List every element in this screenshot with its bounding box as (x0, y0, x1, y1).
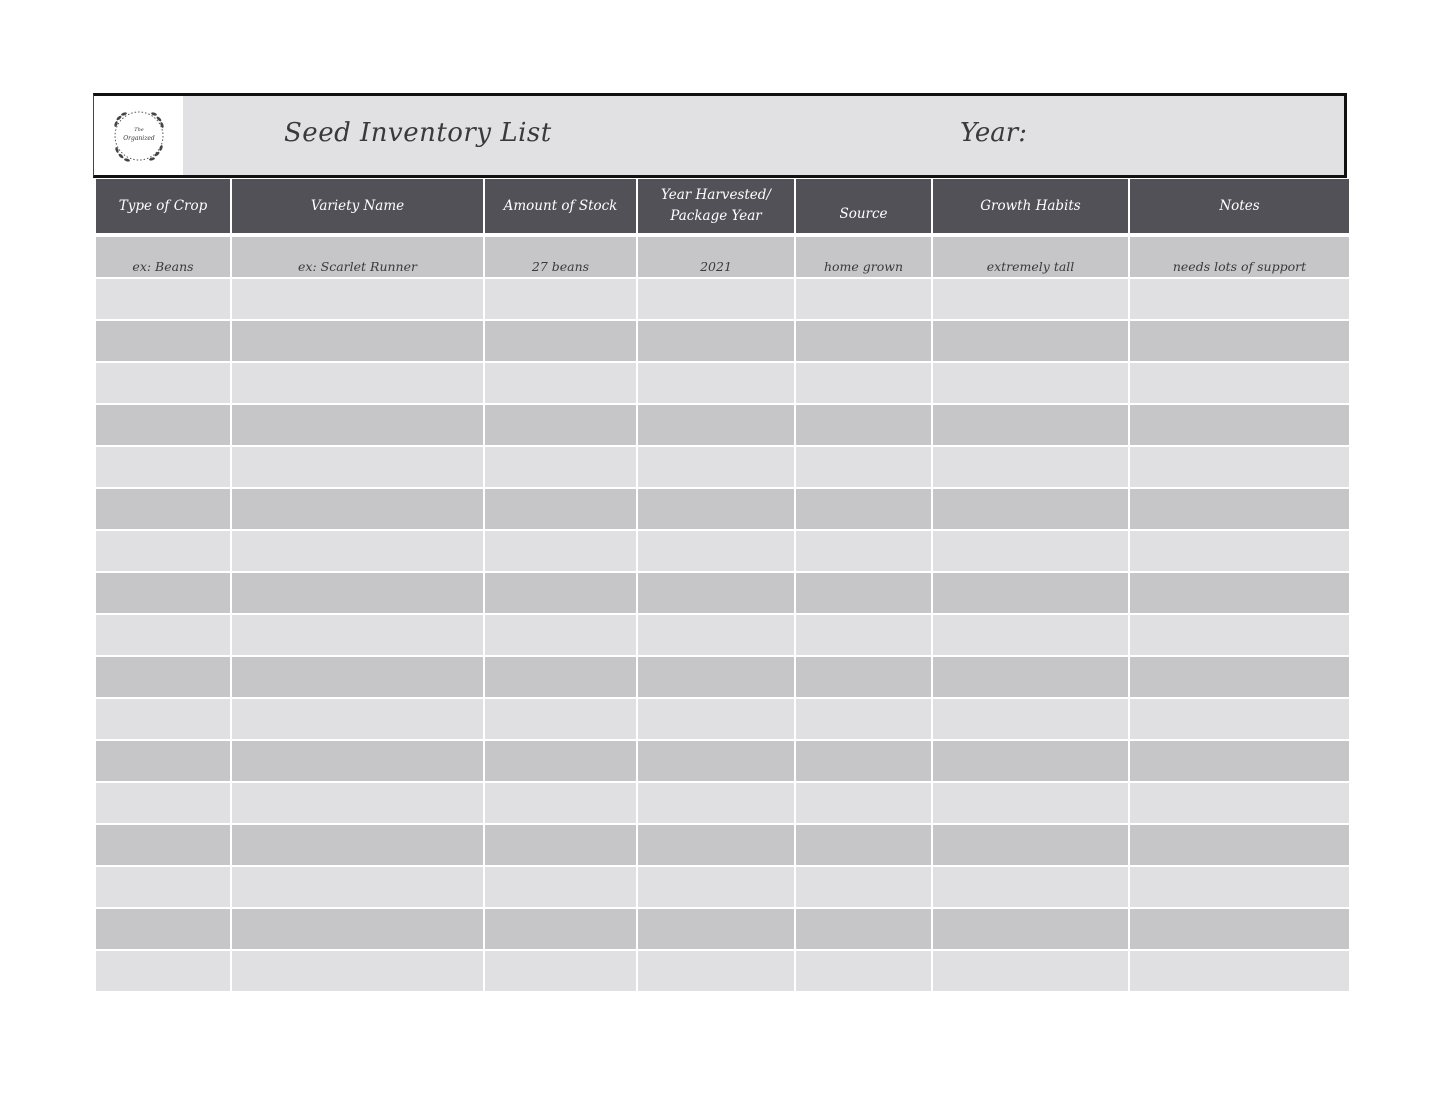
table-cell[interactable] (933, 909, 1128, 949)
table-cell[interactable] (796, 825, 931, 865)
table-cell[interactable] (638, 531, 794, 571)
table-cell[interactable] (1130, 321, 1349, 361)
table-row (96, 573, 1349, 613)
table-cell[interactable] (96, 657, 230, 697)
table-cell[interactable] (232, 279, 483, 319)
table-row (96, 783, 1349, 823)
example-row (96, 237, 1349, 277)
page-title: Seed Inventory List (284, 118, 552, 148)
table-cell[interactable] (933, 867, 1128, 907)
table-cell[interactable] (1130, 699, 1349, 739)
table-cell[interactable] (1130, 951, 1349, 991)
table-cell[interactable] (232, 363, 483, 403)
svg-text:Organized: Organized (122, 134, 155, 142)
table-cell[interactable] (796, 909, 931, 949)
table-header-row (96, 179, 1349, 233)
example-cell-variety-name[interactable]: ex: Scarlet Runner (232, 237, 483, 277)
table-cell[interactable] (1130, 657, 1349, 697)
table-cell[interactable] (1130, 531, 1349, 571)
logo (94, 96, 183, 175)
table-cell[interactable] (485, 741, 636, 781)
table-cell[interactable] (638, 279, 794, 319)
title-bar (93, 93, 1347, 178)
table-cell[interactable] (933, 951, 1128, 991)
table-cell[interactable] (1130, 909, 1349, 949)
table-cell[interactable] (796, 363, 931, 403)
table-cell[interactable] (485, 783, 636, 823)
table-cell[interactable] (933, 489, 1128, 529)
table-cell[interactable] (933, 321, 1128, 361)
table-row (96, 699, 1349, 739)
table-row (96, 321, 1349, 361)
table-cell[interactable] (232, 699, 483, 739)
table-cell[interactable] (485, 699, 636, 739)
table-cell[interactable] (1130, 363, 1349, 403)
table-cell[interactable] (933, 447, 1128, 487)
table-row (96, 279, 1349, 319)
table-cell[interactable] (485, 657, 636, 697)
table-cell[interactable] (96, 825, 230, 865)
table-cell[interactable] (933, 531, 1128, 571)
table-cell[interactable] (485, 447, 636, 487)
table-row (96, 447, 1349, 487)
table-cell[interactable] (1130, 447, 1349, 487)
seed-inventory-table (96, 179, 1349, 993)
table-cell[interactable] (96, 321, 230, 361)
table-cell[interactable] (933, 825, 1128, 865)
table-cell[interactable] (232, 405, 483, 445)
table-row (96, 531, 1349, 571)
table-cell[interactable] (796, 615, 931, 655)
table-cell[interactable] (638, 447, 794, 487)
table-cell[interactable] (933, 405, 1128, 445)
table-cell[interactable] (96, 951, 230, 991)
table-cell[interactable] (638, 909, 794, 949)
table-cell[interactable] (96, 489, 230, 529)
table-cell[interactable] (485, 573, 636, 613)
table-cell[interactable] (96, 867, 230, 907)
table-cell[interactable] (638, 489, 794, 529)
table-cell[interactable] (485, 825, 636, 865)
svg-text:The: The (133, 126, 144, 133)
table-row (96, 657, 1349, 697)
table-cell[interactable] (796, 321, 931, 361)
table-cell[interactable] (485, 279, 636, 319)
table-cell[interactable] (796, 657, 931, 697)
table-cell[interactable] (96, 909, 230, 949)
table-cell[interactable] (796, 447, 931, 487)
table-cell[interactable] (232, 867, 483, 907)
table-cell[interactable] (232, 951, 483, 991)
column-header-year-harvested: Year Harvested/ Package Year (638, 179, 794, 233)
column-header-type-of-crop: Type of Crop (96, 179, 230, 233)
table-cell[interactable] (485, 531, 636, 571)
example-cell-amount-of-stock[interactable]: 27 beans (485, 237, 636, 277)
table-cell[interactable] (638, 699, 794, 739)
table-cell[interactable] (933, 741, 1128, 781)
column-header-growth-habits: Growth Habits (933, 179, 1128, 233)
table-cell[interactable] (933, 699, 1128, 739)
table-row (96, 909, 1349, 949)
leaf-wreath-logo-icon (107, 104, 171, 168)
table-cell[interactable] (796, 951, 931, 991)
column-header-notes: Notes (1130, 179, 1349, 233)
table-cell[interactable] (638, 867, 794, 907)
table-cell[interactable] (796, 573, 931, 613)
table-cell[interactable] (96, 531, 230, 571)
table-cell[interactable] (485, 951, 636, 991)
table-cell[interactable] (232, 825, 483, 865)
table-cell[interactable] (485, 489, 636, 529)
table-row (96, 741, 1349, 781)
table-cell[interactable] (485, 909, 636, 949)
table-cell[interactable] (96, 699, 230, 739)
table-cell[interactable] (232, 321, 483, 361)
table-row (96, 615, 1349, 655)
table-cell[interactable] (232, 447, 483, 487)
table-cell[interactable] (638, 405, 794, 445)
table-cell[interactable] (232, 783, 483, 823)
table-cell[interactable] (638, 363, 794, 403)
table-cell[interactable] (1130, 867, 1349, 907)
table-cell[interactable] (933, 279, 1128, 319)
table-cell[interactable] (232, 657, 483, 697)
table-cell[interactable] (1130, 741, 1349, 781)
table-cell[interactable] (638, 657, 794, 697)
table-cell[interactable] (933, 657, 1128, 697)
table-cell[interactable] (1130, 405, 1349, 445)
year-label: Year: (960, 118, 1027, 148)
table-cell[interactable] (933, 783, 1128, 823)
column-header-variety-name: Variety Name (232, 179, 483, 233)
table-cell[interactable] (796, 867, 931, 907)
empty-rows (96, 279, 1349, 991)
table-cell[interactable] (96, 279, 230, 319)
table-cell[interactable] (1130, 279, 1349, 319)
table-cell[interactable] (796, 405, 931, 445)
table-cell[interactable] (485, 321, 636, 361)
table-cell[interactable] (796, 783, 931, 823)
table-cell[interactable] (96, 741, 230, 781)
example-cell-type-of-crop[interactable]: ex: Beans (96, 237, 230, 277)
table-row (96, 405, 1349, 445)
table-cell[interactable] (638, 951, 794, 991)
table-cell[interactable] (96, 405, 230, 445)
table-cell[interactable] (232, 489, 483, 529)
table-cell[interactable] (485, 405, 636, 445)
table-cell[interactable] (485, 615, 636, 655)
table-cell[interactable] (638, 783, 794, 823)
example-cell-growth-habits[interactable]: extremely tall (933, 237, 1128, 277)
example-cell-notes[interactable]: needs lots of support (1130, 237, 1349, 277)
table-cell[interactable] (232, 741, 483, 781)
column-header-amount-of-stock: Amount of Stock (485, 179, 636, 233)
table-cell[interactable] (796, 489, 931, 529)
table-cell[interactable] (232, 573, 483, 613)
table-cell[interactable] (96, 573, 230, 613)
table-cell[interactable] (796, 741, 931, 781)
table-cell[interactable] (933, 615, 1128, 655)
table-row (96, 363, 1349, 403)
table-cell[interactable] (1130, 783, 1349, 823)
table-cell[interactable] (638, 321, 794, 361)
table-cell[interactable] (232, 531, 483, 571)
table-cell[interactable] (933, 363, 1128, 403)
table-cell[interactable] (638, 615, 794, 655)
table-cell[interactable] (796, 279, 931, 319)
table-row (96, 867, 1349, 907)
table-cell[interactable] (96, 615, 230, 655)
table-cell[interactable] (796, 531, 931, 571)
table-cell[interactable] (96, 447, 230, 487)
table-row (96, 825, 1349, 865)
table-cell[interactable] (1130, 825, 1349, 865)
table-cell[interactable] (485, 363, 636, 403)
example-cell-year-harvested[interactable]: 2021 (638, 237, 794, 277)
table-cell[interactable] (96, 783, 230, 823)
table-cell[interactable] (638, 741, 794, 781)
table-cell[interactable] (638, 573, 794, 613)
table-cell[interactable] (1130, 489, 1349, 529)
table-cell[interactable] (485, 867, 636, 907)
table-cell[interactable] (96, 363, 230, 403)
table-cell[interactable] (638, 825, 794, 865)
table-cell[interactable] (933, 573, 1128, 613)
table-cell[interactable] (232, 909, 483, 949)
example-cell-source[interactable]: home grown (796, 237, 931, 277)
table-cell[interactable] (796, 699, 931, 739)
column-header-source: Source (796, 179, 931, 233)
table-row (96, 951, 1349, 991)
table-cell[interactable] (232, 615, 483, 655)
table-row (96, 489, 1349, 529)
table-cell[interactable] (1130, 573, 1349, 613)
table-cell[interactable] (1130, 615, 1349, 655)
